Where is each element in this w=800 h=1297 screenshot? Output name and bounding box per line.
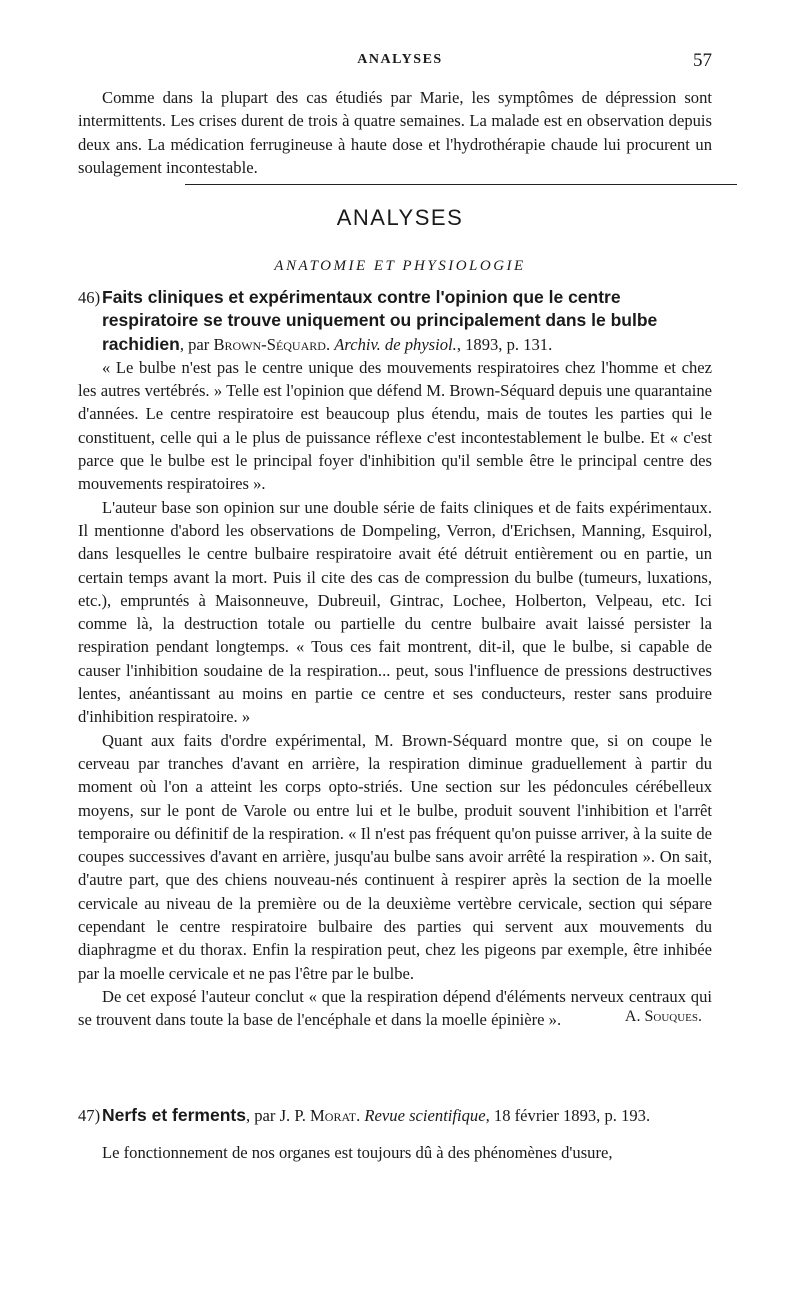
intro-paragraph: Comme dans la plupart des cas étudiés par Marie, les symptômes de dépression sont intermittents. Les crises durent de trois à quatre semaines. La malade est en observation depuis deux ans. La médication ferrugineuse à haute dose et l'hydrothérapie chaude lui procurent un soulagement incontestable. (78, 88, 712, 177)
entry-by: , par J. P. (245, 1106, 311, 1125)
entry-47 (78, 1104, 712, 1165)
section-title: ANALYSES (336, 205, 464, 230)
entry-citation: , 18 février 1893, p. 193. (485, 1106, 651, 1125)
entry-author: Brown-Séquard (213, 334, 326, 354)
entry-number: 47) (78, 1106, 101, 1125)
entry-citation: , 1893, p. 131. (456, 334, 553, 354)
entry-46-heading (78, 286, 712, 356)
entry-46 (78, 286, 712, 1030)
entry-paragraph: « Le bulbe n'est pas le centre unique des mouvements respiratoires chez l'homme et chez les autres vertébrés. » Telle est l'opinion que défend M. Brown-Séquard depuis une quarantaine d'années. Le centre respiratoire est beaucoup plus étendu, mais de toutes les parties qui le constituent, celle qui a le plus de puissance réflexe c'est incontestablement le bulbe. Et « c'est parce que le bulbe est le principal foyer d'inhibition qu'il semble être le principal centre des mouvements respiratoires ». (78, 357, 712, 494)
entry-paragraph: L'auteur base son opinion sur une double série de faits cliniques et de faits expérimentaux. Il mentionne d'abord les observations de Dompeling, Verron, d'Erichsen, Manning, Esquirol, dans lesquelles le centre bulbaire respiratoire avait été détruit entièrement ou en partie, un certain temps avant la mort. Puis il cite des cas de compression du bulbe (tumeurs, luxations, etc.), empruntés à Maisonneuve, Dubreuil, Gintrac, Lochee, Holberton, Velpeau, etc. Ici comme là, la destruction totale ou partielle du centre bulbaire avait laissé persister la respiration pendant longtemps. « Tous ces fait montrent, dit-il, que le bulbe, si capable de causer l'inhibition soudaine de la respiration... peut, sous l'influence de pressions destructives lentes, anéantissant au moins en partie ce centre et ses conducteurs, rester sans produire d'inhibition respiratoire. » (78, 497, 712, 727)
page-number: 57 (693, 50, 712, 71)
entry-separator: . (325, 334, 335, 354)
entry-by: , par (179, 334, 214, 354)
entry-title: Faits cliniques et expérimentaux contre l'opinion que le centre respiratoire se trouve uniquement ou principalement dans le bulbe rachidien (102, 287, 658, 354)
intro-block (78, 86, 712, 179)
section-divider (185, 184, 737, 185)
running-header (0, 50, 800, 74)
entry-paragraph: Quant aux faits d'ordre expérimental, M. Brown-Séquard montre que, si on coupe le cerveau par tranches d'avant en arrière, la respiration diminue graduellement à partir du moment où l'on a atteint les corps opto-striés. Une section sur les pédoncules cérébelleux moyens, sur le pont de Varole ou entre lui et le bulbe, produit souvent l'inhibition et l'arrêt temporaire ou définitif de la respiration. « Il n'est pas fréquent qu'on puisse arriver, à la suite de coupes successives d'avant en arrière, jusqu'au bulbe sans avoir arrêté la respiration ». On sait, d'autre part, que des chiens nouveau-nés continuent à respirer après la section de la moelle cervicale au niveau de la première ou de la deuxième vertèbre cervicale, section qui sépare cependant le centre respiratoire bulbaire des parties qui servent aux mouvements du diaphragme et du thorax. Enfin la respiration peut, chez les pigeons par exemple, être inhibée par la moelle cervicale et ne pas l'être par le bulbe. (78, 730, 712, 983)
entry-separator: . (356, 1106, 365, 1125)
entry-paragraph: Le fonctionnement de nos organes est toujours dû à des phénomènes d'usure, (102, 1143, 613, 1163)
entry-number: 46) (78, 288, 101, 307)
entry-journal: Revue scientifique (364, 1106, 486, 1125)
entry-paragraph: De cet exposé l'auteur conclut « que la respiration dépend d'éléments nerveux centraux qui se trouvent dans toute la base de l'encéphale et dans la moelle épinière ». (78, 986, 712, 1030)
entry-title: Nerfs et ferments (102, 1105, 246, 1125)
running-title: ANALYSES (357, 52, 443, 67)
entry-author: Morat (310, 1106, 357, 1125)
entry-signature: A. Souques. (624, 1008, 702, 1026)
entry-47-heading (78, 1104, 712, 1127)
entry-journal: Archiv. de physiol. (334, 334, 457, 354)
subsection-title: ANATOMIE ET PHYSIOLOGIE (274, 258, 526, 274)
